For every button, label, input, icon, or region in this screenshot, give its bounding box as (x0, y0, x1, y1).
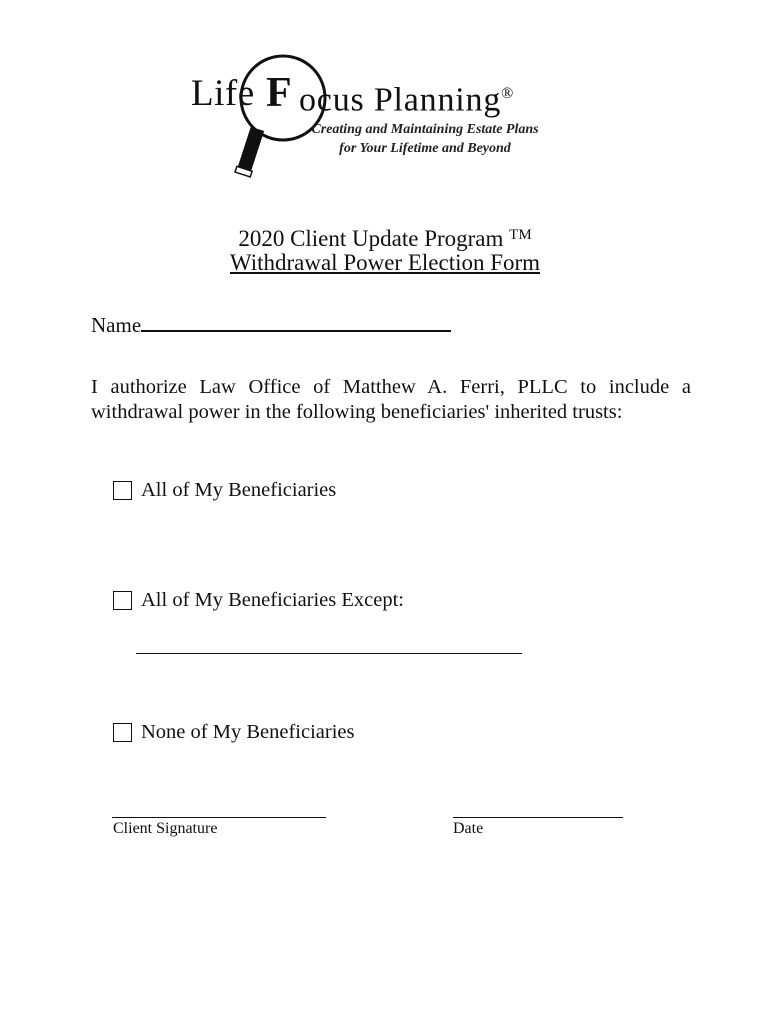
all-except-label: All of My Beneficiaries Except: (141, 589, 404, 611)
none-beneficiaries-label: None of My Beneficiaries (141, 721, 355, 743)
authorization-line-1: I authorize Law Office of Matthew A. Ferri, PLLC to include a (91, 376, 691, 398)
option-none-beneficiaries[interactable] (113, 720, 354, 744)
client-signature-label: Client Signature (113, 820, 218, 837)
option-all-except[interactable] (113, 588, 404, 612)
logo-letter-f: F (266, 70, 292, 116)
except-beneficiaries-field[interactable] (136, 653, 522, 654)
all-beneficiaries-checkbox[interactable] (113, 481, 132, 500)
authorization-paragraph (91, 375, 691, 425)
name-field[interactable] (141, 312, 451, 332)
logo-tagline-line1: Creating and Maintaining Estate Plans (311, 122, 539, 137)
all-except-checkbox[interactable] (113, 591, 132, 610)
date-field[interactable] (453, 817, 623, 818)
authorization-line-2: withdrawal power in the following beneficiaries' inherited trusts: (91, 401, 623, 423)
logo (185, 52, 565, 182)
client-signature-field[interactable] (112, 817, 326, 818)
all-beneficiaries-label: All of My Beneficiaries (141, 479, 337, 501)
registered-mark: ® (501, 85, 515, 102)
name-label: Name (91, 313, 142, 337)
logo-text-rest (299, 74, 514, 120)
name-row (91, 312, 451, 338)
form-title (0, 222, 770, 252)
trademark-mark: TM (509, 227, 532, 243)
logo-text-life: Life (191, 73, 255, 114)
option-all-beneficiaries[interactable] (113, 478, 336, 502)
logo-tagline-line2: for Your Lifetime and Beyond (339, 141, 511, 156)
form-title-text: 2020 Client Update Program (238, 226, 504, 251)
none-beneficiaries-checkbox[interactable] (113, 723, 132, 742)
date-label: Date (453, 820, 484, 837)
logo-text-ocus-planning: ocus Planning (299, 81, 502, 119)
form-subtitle: Withdrawal Power Election Form (229, 250, 541, 275)
